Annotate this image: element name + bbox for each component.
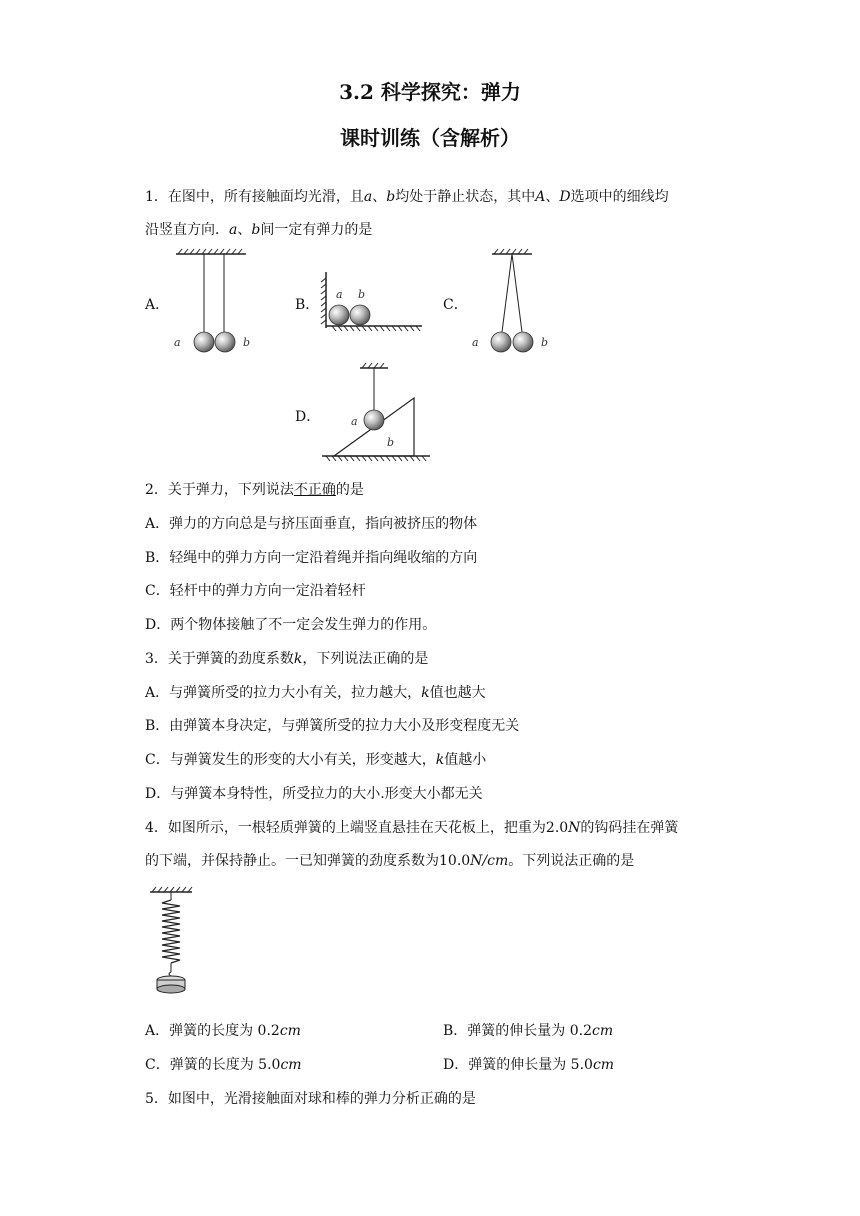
- q1-figure-d: [318, 362, 434, 466]
- q4-option-c: C．弹簧的长度为 5.0cm: [145, 1057, 302, 1073]
- q2-option-c: C．轻杆中的弹力方向一定沿着轻杆: [145, 583, 366, 599]
- q4-option-d: D．弹簧的伸长量为 5.0cm: [443, 1057, 615, 1073]
- q2-option-a: A．弹力的方向总是与挤压面垂直，指向被挤压的物体: [145, 516, 478, 532]
- q1-figure-b: [318, 268, 426, 334]
- q4-stem-line1: 4．如图所示，一根轻质弹簧的上端竖直悬挂在天花板上，把重为2.0N的钩码挂在弹簧: [145, 820, 679, 836]
- fig-a-label-a: a: [174, 336, 181, 349]
- fig-a-label-b: b: [243, 336, 251, 349]
- q3-option-b: B．由弹簧本身决定，与弹簧所受的拉力大小及形变程度无关: [145, 718, 520, 734]
- q2-stem: 2．关于弹力，下列说法不正确的是: [145, 482, 364, 498]
- q4-option-b: B．弹簧的伸长量为 0.2cm: [443, 1023, 614, 1039]
- q5-stem: 5．如图中，光滑接触面对球和棒的弹力分析正确的是: [145, 1091, 476, 1107]
- q4-stem-line2: 的下端，并保持静止。一已知弹簧的劲度系数为10.0N/cm。下列说法正确的是: [145, 853, 635, 869]
- fig-d-label-a: a: [351, 415, 358, 428]
- q1-stem-line1: 1．在图中，所有接触面均光滑，且a、b均处于静止状态，其中A、D选项中的细线均: [145, 189, 669, 205]
- q1-figure-a: [168, 248, 262, 360]
- page-title: 3.2 科学探究：弹力: [339, 80, 521, 104]
- fig-b-label-a: a: [336, 288, 343, 301]
- page-subtitle: 课时训练（含解析）: [340, 126, 520, 150]
- q4-spring-figure: [146, 886, 198, 996]
- fig-d-label-b: b: [387, 436, 395, 449]
- q3-option-a: A．与弹簧所受的拉力大小有关，拉力越大，k值也越大: [145, 685, 486, 701]
- q3-stem: 3．关于弹簧的劲度系数k，下列说法正确的是: [145, 651, 429, 667]
- q2-option-d: D．两个物体接触了不一定会发生弹力的作用。: [145, 617, 437, 633]
- q1-option-b-label: B．: [295, 297, 320, 313]
- q1-option-c-label: C．: [443, 297, 468, 313]
- q3-option-c: C．与弹簧发生的形变的大小有关，形变越大，k值越小: [145, 752, 487, 768]
- fig-b-label-b: b: [358, 288, 366, 301]
- q4-option-a: A．弹簧的长度为 0.2cm: [145, 1023, 301, 1039]
- q1-option-d-label: D．: [295, 409, 321, 425]
- fig-c-label-b: b: [541, 336, 549, 349]
- fig-c-label-a: a: [472, 336, 479, 349]
- q2-option-b: B．轻绳中的弹力方向一定沿着绳并指向绳收缩的方向: [145, 550, 478, 566]
- q3-option-d: D．与弹簧本身特性，所受拉力的大小.形变大小都无关: [145, 786, 483, 802]
- q1-figure-c: [466, 248, 560, 360]
- q1-stem-line2: 沿竖直方向．a、b间一定有弹力的是: [145, 222, 373, 238]
- q1-option-a-label: A．: [145, 297, 170, 313]
